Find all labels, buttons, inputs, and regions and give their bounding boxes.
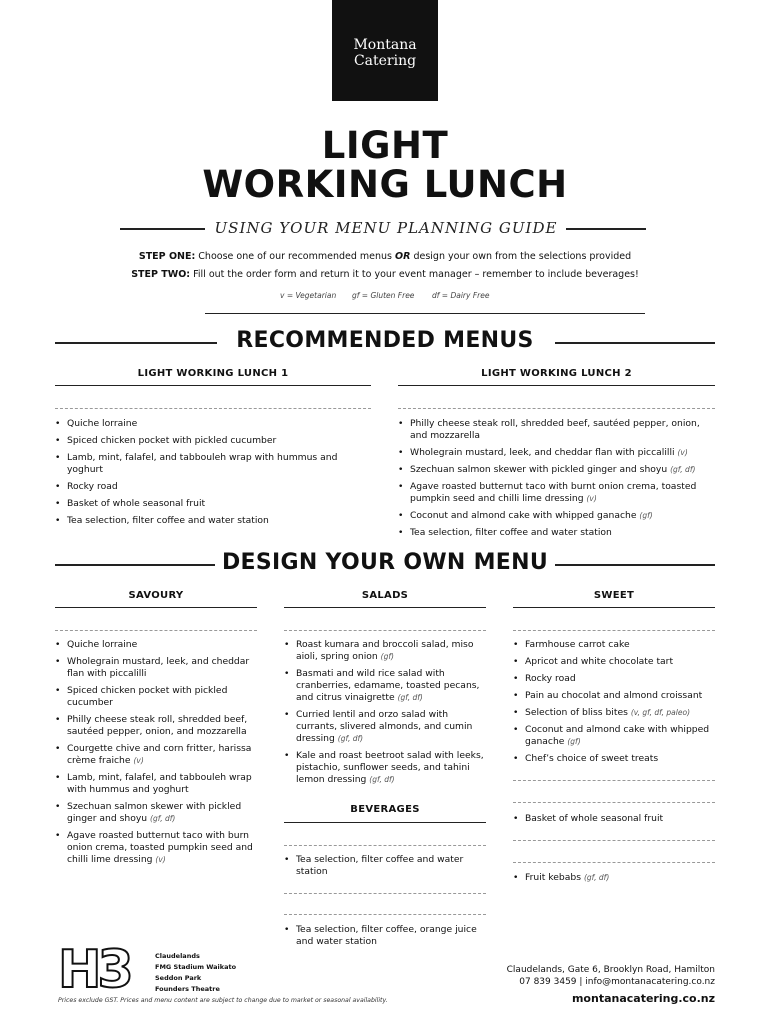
item-text: Tea selection, filter coffee and water station bbox=[67, 515, 269, 526]
salads-list bbox=[284, 639, 484, 791]
list-item bbox=[55, 481, 355, 493]
item-text: Apricot and white chocolate tart bbox=[525, 656, 674, 667]
item-text: Roast kumara and broccoli salad, miso aioli, spring onion bbox=[296, 639, 474, 662]
savoury-list bbox=[55, 639, 255, 871]
sweet-dashline-2 bbox=[513, 780, 715, 781]
list-item bbox=[55, 498, 355, 510]
page-title-line-1: LIGHT bbox=[321, 124, 449, 167]
list-item bbox=[513, 639, 713, 651]
list-item bbox=[398, 464, 710, 476]
address: Claudelands, Gate 6, Brooklyn Road, Hamilton bbox=[506, 965, 715, 975]
sweet-list bbox=[513, 639, 713, 770]
sweet-extra-1 bbox=[513, 813, 713, 830]
menu-1-rule bbox=[55, 385, 371, 386]
legend-dairy-free: df = Dairy Free bbox=[432, 291, 490, 300]
subtitle-rule-left bbox=[120, 228, 205, 230]
logo-line-1: Montana bbox=[353, 37, 417, 53]
list-item bbox=[55, 452, 355, 476]
salads-title: SALADS bbox=[361, 590, 409, 601]
list-item bbox=[284, 750, 484, 786]
list-item bbox=[513, 707, 713, 719]
legend-gluten-free: gf = Gluten Free bbox=[352, 291, 415, 300]
contact: 07 839 3459 | info@montanacatering.co.nz bbox=[519, 977, 715, 987]
menu-2-list bbox=[398, 418, 710, 544]
section-rule-right bbox=[555, 342, 715, 344]
item-text: Lamb, mint, falafel, and tabbouleh wrap with hummus and yoghurt bbox=[67, 772, 252, 795]
section-rule-left bbox=[55, 342, 217, 344]
list-item bbox=[55, 685, 255, 709]
dietary-tag: (gf) bbox=[380, 652, 394, 661]
venue-2: FMG Stadium Waikato bbox=[155, 963, 237, 971]
item-text: Basket of whole seasonal fruit bbox=[67, 498, 206, 509]
salads-rule bbox=[284, 607, 486, 608]
subtitle: USING YOUR MENU PLANNING GUIDE bbox=[214, 219, 558, 237]
item-text: Philly cheese steak roll, shredded beef, sautéed pepper, onion, and mozzarella bbox=[67, 714, 248, 737]
list-item bbox=[513, 813, 713, 825]
list-item bbox=[398, 527, 710, 539]
dietary-tag: (gf, df) bbox=[337, 734, 364, 743]
item-text: Fruit kebabs bbox=[525, 872, 582, 883]
step-one-or: OR bbox=[395, 251, 411, 262]
sweet-title: SWEET bbox=[593, 590, 635, 601]
item-text: Rocky road bbox=[525, 673, 576, 684]
dietary-tag: (v) bbox=[586, 494, 597, 503]
list-item bbox=[513, 690, 713, 702]
venue-1: Claudelands bbox=[155, 952, 200, 960]
item-text: Courgette chive and corn fritter, harissa crème fraiche bbox=[67, 743, 252, 766]
item-text: Pain au chocolat and almond croissant bbox=[525, 690, 703, 701]
list-item bbox=[284, 854, 474, 878]
sweet-dashline-4 bbox=[513, 840, 715, 841]
list-item bbox=[55, 435, 355, 447]
venue-4: Founders Theatre bbox=[155, 985, 220, 993]
list-item bbox=[55, 830, 255, 866]
venues-list bbox=[155, 951, 236, 995]
menu-1-dashline bbox=[55, 408, 371, 409]
menu-2-rule bbox=[398, 385, 715, 386]
menu-1-list bbox=[55, 418, 355, 532]
item-text: Chef’s choice of sweet treats bbox=[525, 753, 659, 764]
montana-catering-logo bbox=[332, 0, 438, 101]
beverages-rule bbox=[284, 822, 486, 823]
list-item bbox=[55, 714, 255, 738]
list-item bbox=[55, 515, 355, 527]
dietary-tag: (v) bbox=[677, 448, 688, 457]
disclaimer: Prices exclude GST. Prices and menu content are subject to change due to market or seasonal availability. bbox=[58, 997, 388, 1004]
item-text: Quiche lorraine bbox=[67, 418, 138, 429]
beverages-dashline-2 bbox=[284, 893, 486, 894]
salads-dashline bbox=[284, 630, 486, 631]
divider bbox=[205, 313, 645, 314]
step-two bbox=[0, 269, 770, 280]
item-text: Tea selection, filter coffee and water station bbox=[296, 854, 464, 877]
section-rule-left-2 bbox=[55, 564, 215, 566]
item-text: Lamb, mint, falafel, and tabbouleh wrap with hummus and yoghurt bbox=[67, 452, 338, 475]
item-text: Kale and roast beetroot salad with leeks, pistachio, sunflower seeds, and tahini lemon dressing bbox=[296, 750, 484, 785]
step-one-text-2: design your own from the selections provided bbox=[413, 251, 632, 262]
item-text: Curried lentil and orzo salad with currants, slivered almonds, and cumin dressing bbox=[296, 709, 473, 744]
sweet-dashline-3 bbox=[513, 802, 715, 803]
item-text: Wholegrain mustard, leek, and cheddar flan with piccalilli bbox=[410, 447, 675, 458]
dietary-tag: (gf, df) bbox=[583, 873, 610, 882]
item-text: Coconut and almond cake with whipped ganache bbox=[410, 510, 637, 521]
list-item bbox=[284, 639, 484, 663]
list-item bbox=[513, 872, 713, 884]
menu-2-title: LIGHT WORKING LUNCH 2 bbox=[481, 368, 632, 379]
savoury-dashline bbox=[55, 630, 257, 631]
item-text: Farmhouse carrot cake bbox=[525, 639, 630, 650]
item-text: Basmati and wild rice salad with cranberries, edamame, toasted pecans, and citrus vinaigrette bbox=[296, 668, 480, 703]
list-item bbox=[398, 447, 710, 459]
step-one-label: STEP ONE: bbox=[138, 251, 196, 262]
beverages-list-1 bbox=[284, 854, 474, 883]
sweet-rule bbox=[513, 607, 715, 608]
page-title-line-2: WORKING LUNCH bbox=[202, 163, 568, 206]
dietary-tag: (v, gf, df, paleo) bbox=[630, 708, 690, 717]
list-item bbox=[284, 709, 484, 745]
list-item bbox=[513, 753, 713, 765]
item-text: Wholegrain mustard, leek, and cheddar flan with piccalilli bbox=[67, 656, 250, 679]
section-rule-right-2 bbox=[555, 564, 715, 566]
sweet-extra-2 bbox=[513, 872, 713, 889]
step-one bbox=[0, 251, 770, 262]
savoury-rule bbox=[55, 607, 257, 608]
list-item bbox=[398, 418, 710, 442]
item-text: Szechuan salmon skewer with pickled ginger and shoyu bbox=[410, 464, 668, 475]
item-text: Szechuan salmon skewer with pickled ginger and shoyu bbox=[67, 801, 242, 824]
item-text: Tea selection, filter coffee and water station bbox=[410, 527, 612, 538]
list-item bbox=[284, 668, 484, 704]
sweet-dashline bbox=[513, 630, 715, 631]
item-text: Quiche lorraine bbox=[67, 639, 138, 650]
beverages-list-2 bbox=[284, 924, 484, 953]
step-two-label: STEP TWO: bbox=[131, 269, 191, 280]
list-item bbox=[513, 724, 713, 748]
list-item bbox=[513, 656, 713, 668]
website-link[interactable]: montanacatering.co.nz bbox=[571, 992, 715, 1005]
step-two-text: Fill out the order form and return it to your event manager – remember to include beverages! bbox=[193, 269, 639, 280]
list-item bbox=[398, 481, 710, 505]
dietary-tag: (gf, df) bbox=[397, 693, 423, 702]
dietary-tag: (gf, df) bbox=[670, 465, 696, 474]
item-text: Philly cheese steak roll, shredded beef, sautéed pepper, onion, and mozzarella bbox=[410, 418, 700, 441]
menu-2-dashline bbox=[398, 408, 715, 409]
list-item bbox=[55, 772, 255, 796]
legend-vegetarian: v = Vegetarian bbox=[280, 291, 337, 300]
list-item bbox=[55, 656, 255, 680]
list-item bbox=[284, 924, 484, 948]
list-item bbox=[55, 418, 355, 430]
list-item bbox=[513, 673, 713, 685]
item-text: Tea selection, filter coffee, orange juice and water station bbox=[296, 924, 477, 947]
list-item bbox=[398, 510, 710, 522]
item-text: Spiced chicken pocket with pickled cucumber bbox=[67, 685, 228, 708]
item-text: Spiced chicken pocket with pickled cucumber bbox=[67, 435, 277, 446]
recommended-menus-heading: RECOMMENDED MENUS bbox=[236, 328, 534, 353]
item-text: Basket of whole seasonal fruit bbox=[525, 813, 664, 824]
h3-logo: H3 bbox=[58, 940, 130, 1000]
design-your-own-heading: DESIGN YOUR OWN MENU bbox=[222, 550, 548, 575]
dietary-tag: (gf) bbox=[567, 737, 581, 746]
menu-1-title: LIGHT WORKING LUNCH 1 bbox=[137, 368, 289, 379]
sweet-dashline-5 bbox=[513, 862, 715, 863]
savoury-title: SAVOURY bbox=[128, 590, 184, 601]
item-text: Coconut and almond cake with whipped ganache bbox=[525, 724, 710, 747]
dietary-tag: (gf, df) bbox=[150, 814, 176, 823]
item-text: Selection of bliss bites bbox=[525, 707, 628, 718]
beverages-dashline-3 bbox=[284, 914, 486, 915]
item-text: Agave roasted butternut taco with burn onion crema, toasted pumpkin seed and chilli lime dressing bbox=[67, 830, 253, 865]
logo-line-2: Catering bbox=[353, 53, 417, 69]
list-item bbox=[55, 639, 255, 651]
item-text: Rocky road bbox=[67, 481, 118, 492]
venue-3: Seddon Park bbox=[155, 974, 202, 982]
dietary-tag: (v) bbox=[155, 855, 166, 864]
dietary-tag: (v) bbox=[133, 756, 144, 765]
beverages-dashline bbox=[284, 845, 486, 846]
dietary-tag: (gf) bbox=[639, 511, 653, 520]
dietary-tag: (gf, df) bbox=[369, 775, 395, 784]
subtitle-rule-right bbox=[566, 228, 646, 230]
item-text: Agave roasted butternut taco with burnt onion crema, toasted pumpkin seed and chilli lime dressing bbox=[410, 481, 697, 504]
list-item bbox=[55, 743, 255, 767]
beverages-title: BEVERAGES bbox=[350, 804, 420, 815]
list-item bbox=[55, 801, 255, 825]
step-one-text: Choose one of our recommended menus bbox=[198, 251, 392, 262]
